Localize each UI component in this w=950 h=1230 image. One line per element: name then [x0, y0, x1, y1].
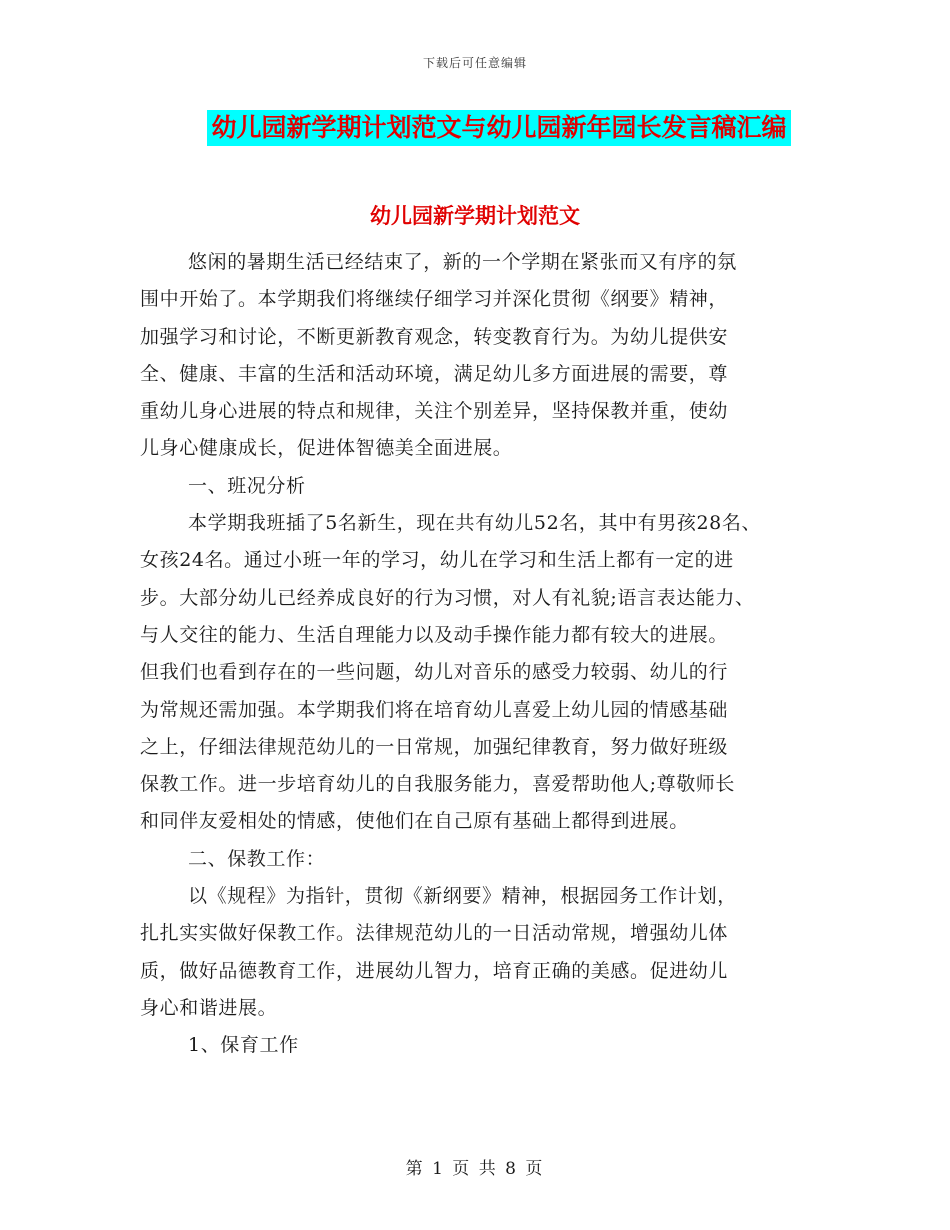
- text-line: 全、健康、丰富的生活和活动环境，满足幼儿多方面进展的需要，尊: [140, 362, 729, 385]
- document-title: 幼儿园新学期计划范文与幼儿园新年园长发言稿汇编: [207, 110, 790, 146]
- text-line: 与人交往的能力、生活自理能力以及动手操作能力都有较大的进展。: [140, 623, 729, 646]
- heading-class-analysis: 一、班况分析: [188, 474, 306, 497]
- text-line: 本学期我班插了5名新生，现在共有幼儿52名，其中有男孩28名、: [188, 512, 762, 535]
- text-line: 女孩24名。通过小班一年的学习，幼儿在学习和生活上都有一定的进: [140, 549, 734, 572]
- page-number: 第 1 页 共 8 页: [405, 1159, 545, 1179]
- text-line: 儿身心健康成长，促进体智德美全面进展。: [140, 437, 513, 460]
- text-line: 重幼儿身心进展的特点和规律，关注个别差异，坚持保教并重，使幼: [140, 400, 729, 423]
- text-line: 质，做好品德教育工作，进展幼儿智力，培育正确的美感。促进幼儿: [140, 959, 729, 982]
- heading-care-education: 二、保教工作：: [188, 847, 326, 870]
- text-line: 和同伴友爱相处的情感，使他们在自己原有基础上都得到进展。: [140, 810, 689, 833]
- text-line: 身心和谐进展。: [140, 996, 278, 1019]
- text-line: 步。大部分幼儿已经养成良好的行为习惯，对人有礼貌;语言表达能力、: [140, 586, 755, 609]
- text-line: 但我们也看到存在的一些问题，幼儿对音乐的感受力较弱、幼儿的行: [140, 661, 729, 684]
- text-line: 悠闲的暑期生活已经结束了，新的一个学期在紧张而又有序的氛: [188, 251, 737, 273]
- text-line: 以《规程》为指针，贯彻《新纲要》精神，根据园务工作计划，: [188, 885, 737, 908]
- text-line: 围中开始了。本学期我们将继续仔细学习并深化贯彻《纲要》精神，: [140, 288, 729, 311]
- page-header: 下载后可任意编辑: [422, 56, 527, 70]
- main-title-wrap: [0, 110, 950, 146]
- text-line: 之上，仔细法律规范幼儿的一日常规，加强纪律教育，努力做好班级: [140, 735, 729, 758]
- text-line: 加强学习和讨论，不断更新教育观念，转变教育行为。为幼儿提供安: [140, 325, 729, 348]
- text-line: 为常规还需加强。本学期我们将在培育幼儿喜爱上幼儿园的情感基础: [140, 698, 729, 721]
- text-line: 保教工作。进一步培育幼儿的自我服务能力，喜爱帮助他人;尊敬师长: [140, 773, 736, 796]
- text-line: 扎扎实实做好保教工作。法律规范幼儿的一日活动常规，增强幼儿体: [140, 922, 729, 945]
- section-title: 幼儿园新学期计划范文: [370, 204, 580, 228]
- body-text: [140, 244, 840, 1065]
- heading-nursing-work: 1、保育工作: [188, 1034, 299, 1057]
